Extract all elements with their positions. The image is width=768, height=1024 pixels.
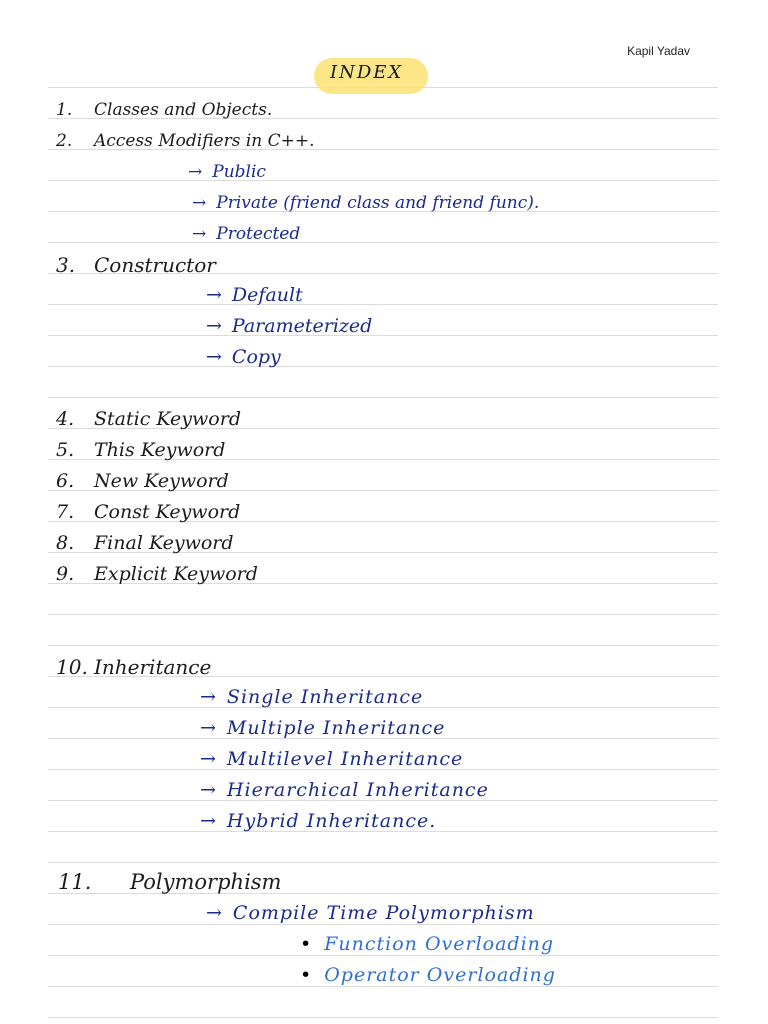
arrow-icon: →	[206, 284, 222, 306]
sub-entry-text: Default	[231, 284, 303, 306]
entry-text: Static Keyword	[94, 408, 241, 430]
sub-entry	[206, 346, 281, 368]
bullet-entry-text: Operator Overloading	[324, 964, 556, 986]
ruled-line	[48, 242, 718, 243]
arrow-icon: →	[192, 224, 207, 244]
entry-number: 2.	[56, 131, 73, 151]
entry-text: Constructor	[94, 253, 216, 277]
index-entry	[56, 501, 240, 523]
sub-entry-text: Parameterized	[231, 315, 373, 337]
arrow-icon: →	[200, 748, 217, 770]
arrow-icon: →	[200, 686, 217, 708]
entry-number: 10.	[56, 655, 88, 679]
sub-entry-text: Protected	[216, 224, 301, 244]
author-name: Kapil Yadav	[627, 44, 690, 58]
sub-entry	[192, 193, 539, 213]
entry-text: Access Modifiers in C++.	[94, 131, 315, 151]
index-entry	[56, 408, 241, 430]
sub-entry-text: Public	[212, 162, 266, 182]
entry-number: 9.	[56, 563, 75, 585]
arrow-icon: →	[200, 717, 217, 739]
bullet-entry	[300, 964, 556, 986]
sub-entry	[206, 284, 303, 306]
sub-entry	[200, 779, 489, 801]
entry-text: Const Keyword	[94, 501, 241, 523]
entry-number: 6.	[56, 470, 75, 492]
arrow-icon: →	[200, 779, 217, 801]
sub-entry-text: Hierarchical Inheritance	[226, 779, 489, 801]
index-entry	[56, 131, 315, 151]
entry-number: 7.	[56, 501, 75, 523]
index-entry	[56, 253, 216, 277]
arrow-icon: →	[188, 162, 203, 182]
index-entry	[56, 655, 211, 679]
sub-entry-text: Compile Time Polymorphism	[232, 902, 535, 924]
sub-entry-text: Hybrid Inheritance.	[226, 810, 437, 832]
entry-number: 8.	[56, 532, 75, 554]
entry-number: 3.	[56, 253, 76, 277]
ruled-line	[48, 986, 718, 987]
ruled-line	[48, 304, 718, 305]
entry-text: This Keyword	[94, 439, 226, 461]
page-title: INDEX	[330, 62, 404, 83]
index-entry	[56, 100, 272, 120]
sub-entry	[200, 748, 463, 770]
bullet-icon: •	[300, 933, 313, 955]
entry-number: 11.	[58, 870, 92, 894]
ruled-line	[48, 397, 718, 398]
index-entry	[56, 563, 258, 585]
sub-entry-text: Private (friend class and friend func).	[216, 193, 540, 213]
sub-entry-text: Single Inheritance	[226, 686, 424, 708]
sub-entry-text: Multilevel Inheritance	[226, 748, 464, 770]
index-entry	[58, 870, 281, 894]
entry-text: Final Keyword	[94, 532, 234, 554]
bullet-entry	[300, 933, 554, 955]
ruled-line	[48, 366, 718, 367]
arrow-icon: →	[206, 902, 223, 924]
ruled-line	[48, 180, 718, 181]
index-entry	[56, 470, 229, 492]
ruled-line	[48, 924, 718, 925]
ruled-line	[48, 1017, 718, 1018]
ruled-line	[48, 614, 718, 615]
entry-text: Inheritance	[94, 655, 212, 679]
entry-text: Explicit Keyword	[94, 563, 258, 585]
arrow-icon: →	[192, 193, 207, 213]
arrow-icon: →	[206, 315, 222, 337]
ruled-line	[48, 645, 718, 646]
entry-text: Classes and Objects.	[94, 100, 273, 120]
ruled-line	[48, 862, 718, 863]
entry-number: 1.	[56, 100, 73, 120]
bullet-icon: •	[300, 964, 313, 986]
sub-entry	[188, 162, 266, 182]
index-entry	[56, 532, 234, 554]
arrow-icon: →	[200, 810, 217, 832]
index-entry	[56, 439, 225, 461]
sub-entry	[200, 810, 436, 832]
sub-entry	[200, 717, 445, 739]
ruled-line	[48, 335, 718, 336]
entry-number: 5.	[56, 439, 75, 461]
bullet-entry-text: Function Overloading	[324, 933, 555, 955]
sub-entry-text: Copy	[231, 346, 281, 368]
entry-number: 4.	[56, 408, 75, 430]
arrow-icon: →	[206, 346, 222, 368]
sub-entry-text: Multiple Inheritance	[226, 717, 446, 739]
sub-entry	[192, 224, 300, 244]
sub-entry	[206, 315, 372, 337]
entry-text: Polymorphism	[130, 870, 282, 894]
entry-text: New Keyword	[94, 470, 229, 492]
sub-entry	[200, 686, 423, 708]
ruled-line	[48, 955, 718, 956]
sub-entry	[206, 902, 535, 924]
